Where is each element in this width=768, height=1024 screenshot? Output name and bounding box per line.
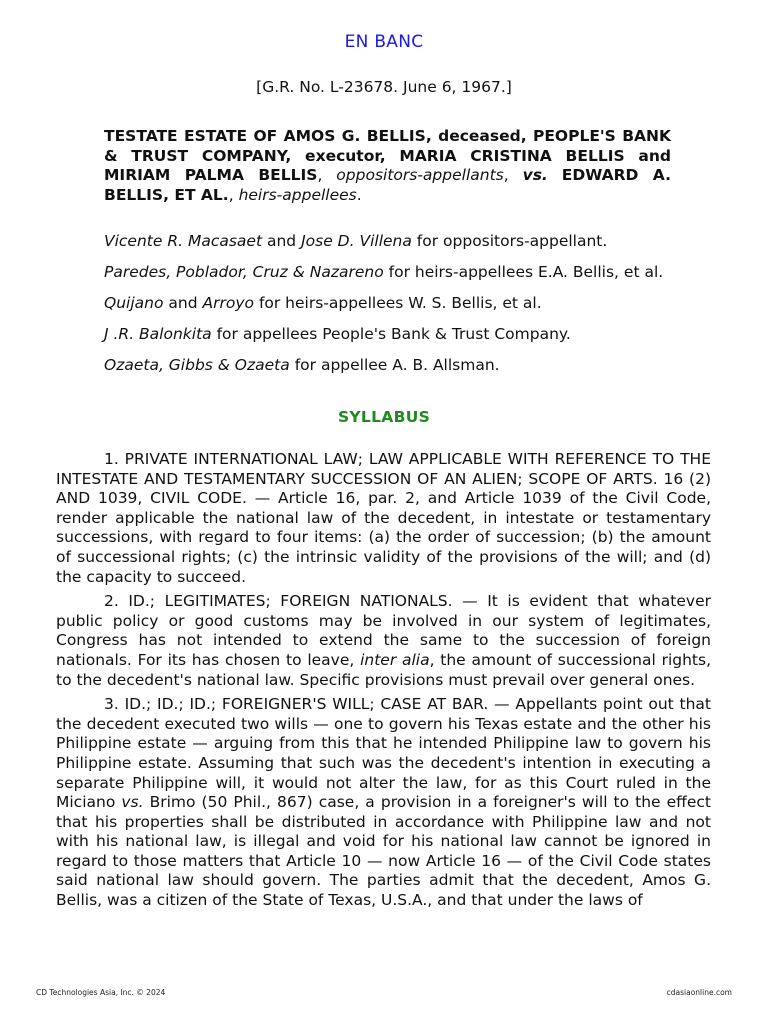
division-heading: EN BANC: [344, 32, 424, 52]
caption-vs: vs.: [522, 166, 548, 184]
counsel-entry: [56, 355, 711, 375]
caption-role-2: heirs-appellees: [238, 185, 357, 204]
counsel-name: Quijano: [104, 294, 164, 312]
counsel-entry: [56, 231, 711, 251]
counsel-name: Arroyo: [202, 294, 254, 312]
syllabus-text: , the amount of successional rights, to the decedent's national law. Specific provisions must prevail over general ones.: [56, 650, 711, 689]
counsel-name: Vicente R. Macasaet: [104, 232, 263, 250]
counsel-name: Paredes, Poblador, Cruz & Nazareno: [104, 263, 384, 281]
counsel-entry: [56, 293, 711, 313]
syllabus-paragraph-1: 1. PRIVATE INTERNATIONAL LAW; LAW APPLICABLE WITH REFERENCE TO THE INTESTATE AND TESTAMENTARY SUCCESSION OF AN ALIEN; SCOPE OF ARTS. 16 (2) AND 1039, CIVIL CODE. — Article 16, par. 2, and Article 1039 of the Civil Code, render applicable the national law of the decedent, in intestate or testamentary successions, with regard to four items: (a) the order of succession; (b) the amount of successional rights; (c) the intrinsic validity of the provisions of the will; and (d) the capacity to succeed.: [56, 450, 711, 586]
case-number: [G.R. No. L-23678. June 6, 1967.]: [256, 78, 512, 96]
syllabus-text: 3. ID.; ID.; ID.; FOREIGNER'S WILL; CASE AT BAR. — Appellants point out that the decedent executed two wills — one to govern his Texas estate and the other his Philippine estate — arguing from this that he intended Philippine law to govern his Philippine estate. Assuming that such was the decedent's intention in executing a separate Philippine will, it would not alter the law, for as this Court ruled in the Miciano: [56, 695, 711, 812]
syllabus-paragraph-3: [56, 695, 711, 911]
counsel-role: for heirs-appellees E.A. Bellis, et al.: [388, 263, 664, 281]
caption-role-1: oppositors-appellants: [336, 166, 504, 184]
counsel-name: J .R. Balonkita: [104, 325, 212, 343]
counsel-name: Ozaeta, Gibbs & Ozaeta: [104, 356, 290, 374]
counsel-joiner: and: [168, 294, 198, 312]
counsel-role: for appellee A. B. Allsman.: [294, 356, 500, 374]
counsel-entry: [56, 324, 711, 344]
footer-website: cdasiaonline.com: [666, 988, 732, 997]
counsel-name: Jose D. Villena: [301, 232, 412, 250]
counsel-role: for heirs-appellees W. S. Bellis, et al.: [258, 294, 542, 312]
counsel-role: for appellees People's Bank & Trust Company.: [216, 325, 571, 343]
caption-parties-1: TESTATE ESTATE OF AMOS G. BELLIS, deceased, PEOPLE'S BANK & TRUST COMPANY, executor, MARIA CRISTINA BELLIS and MIRIAM PALMA BELLIS: [104, 127, 671, 184]
syllabus-body: [56, 450, 711, 916]
syllabus-paragraph-2: [56, 592, 711, 690]
syllabus-heading: SYLLABUS: [337, 408, 431, 426]
syllabus-text: Brimo (50 Phil., 867) case, a provision in a foreigner's will to the effect that his properties shall be distributed in accordance with Philippine law and not with his national law, is illegal and void for his national law cannot be ignored in regard to those matters that Article 10 — now Article 16 — of the Civil Code states said national law should govern. The parties admit that the decedent, Amos G. Bellis, was a citizen of the State of Texas, U.S.A., and that under the laws of: [56, 793, 711, 910]
syllabus-italic: vs.: [121, 793, 144, 812]
syllabus-italic: inter alia: [360, 650, 430, 669]
case-caption: TESTATE ESTATE OF AMOS G. BELLIS, deceased, PEOPLE'S BANK & TRUST COMPANY, executor, MARIA CRISTINA BELLIS and MIRIAM PALMA BELLIS, oppositors-appellants, vs. EDWARD A. BELLIS, ET AL., heirs-appellees.: [104, 127, 671, 204]
counsel-entry: [56, 262, 711, 282]
syllabus-text: 2. ID.; LEGITIMATES; FOREIGN NATIONALS. — It is evident that whatever public policy or good customs may be involved in our system of legitimates, Congress has not intended to extend the same to the succession of foreign nationals. For its has chosen to leave,: [56, 592, 711, 669]
caption-parties-2: EDWARD A. BELLIS, ET AL.: [104, 166, 671, 204]
counsel-list: [56, 231, 711, 386]
counsel-role: for oppositors-appellant.: [416, 232, 608, 250]
footer-copyright: CD Technologies Asia, Inc. © 2024: [36, 988, 166, 997]
counsel-joiner: and: [266, 232, 297, 250]
